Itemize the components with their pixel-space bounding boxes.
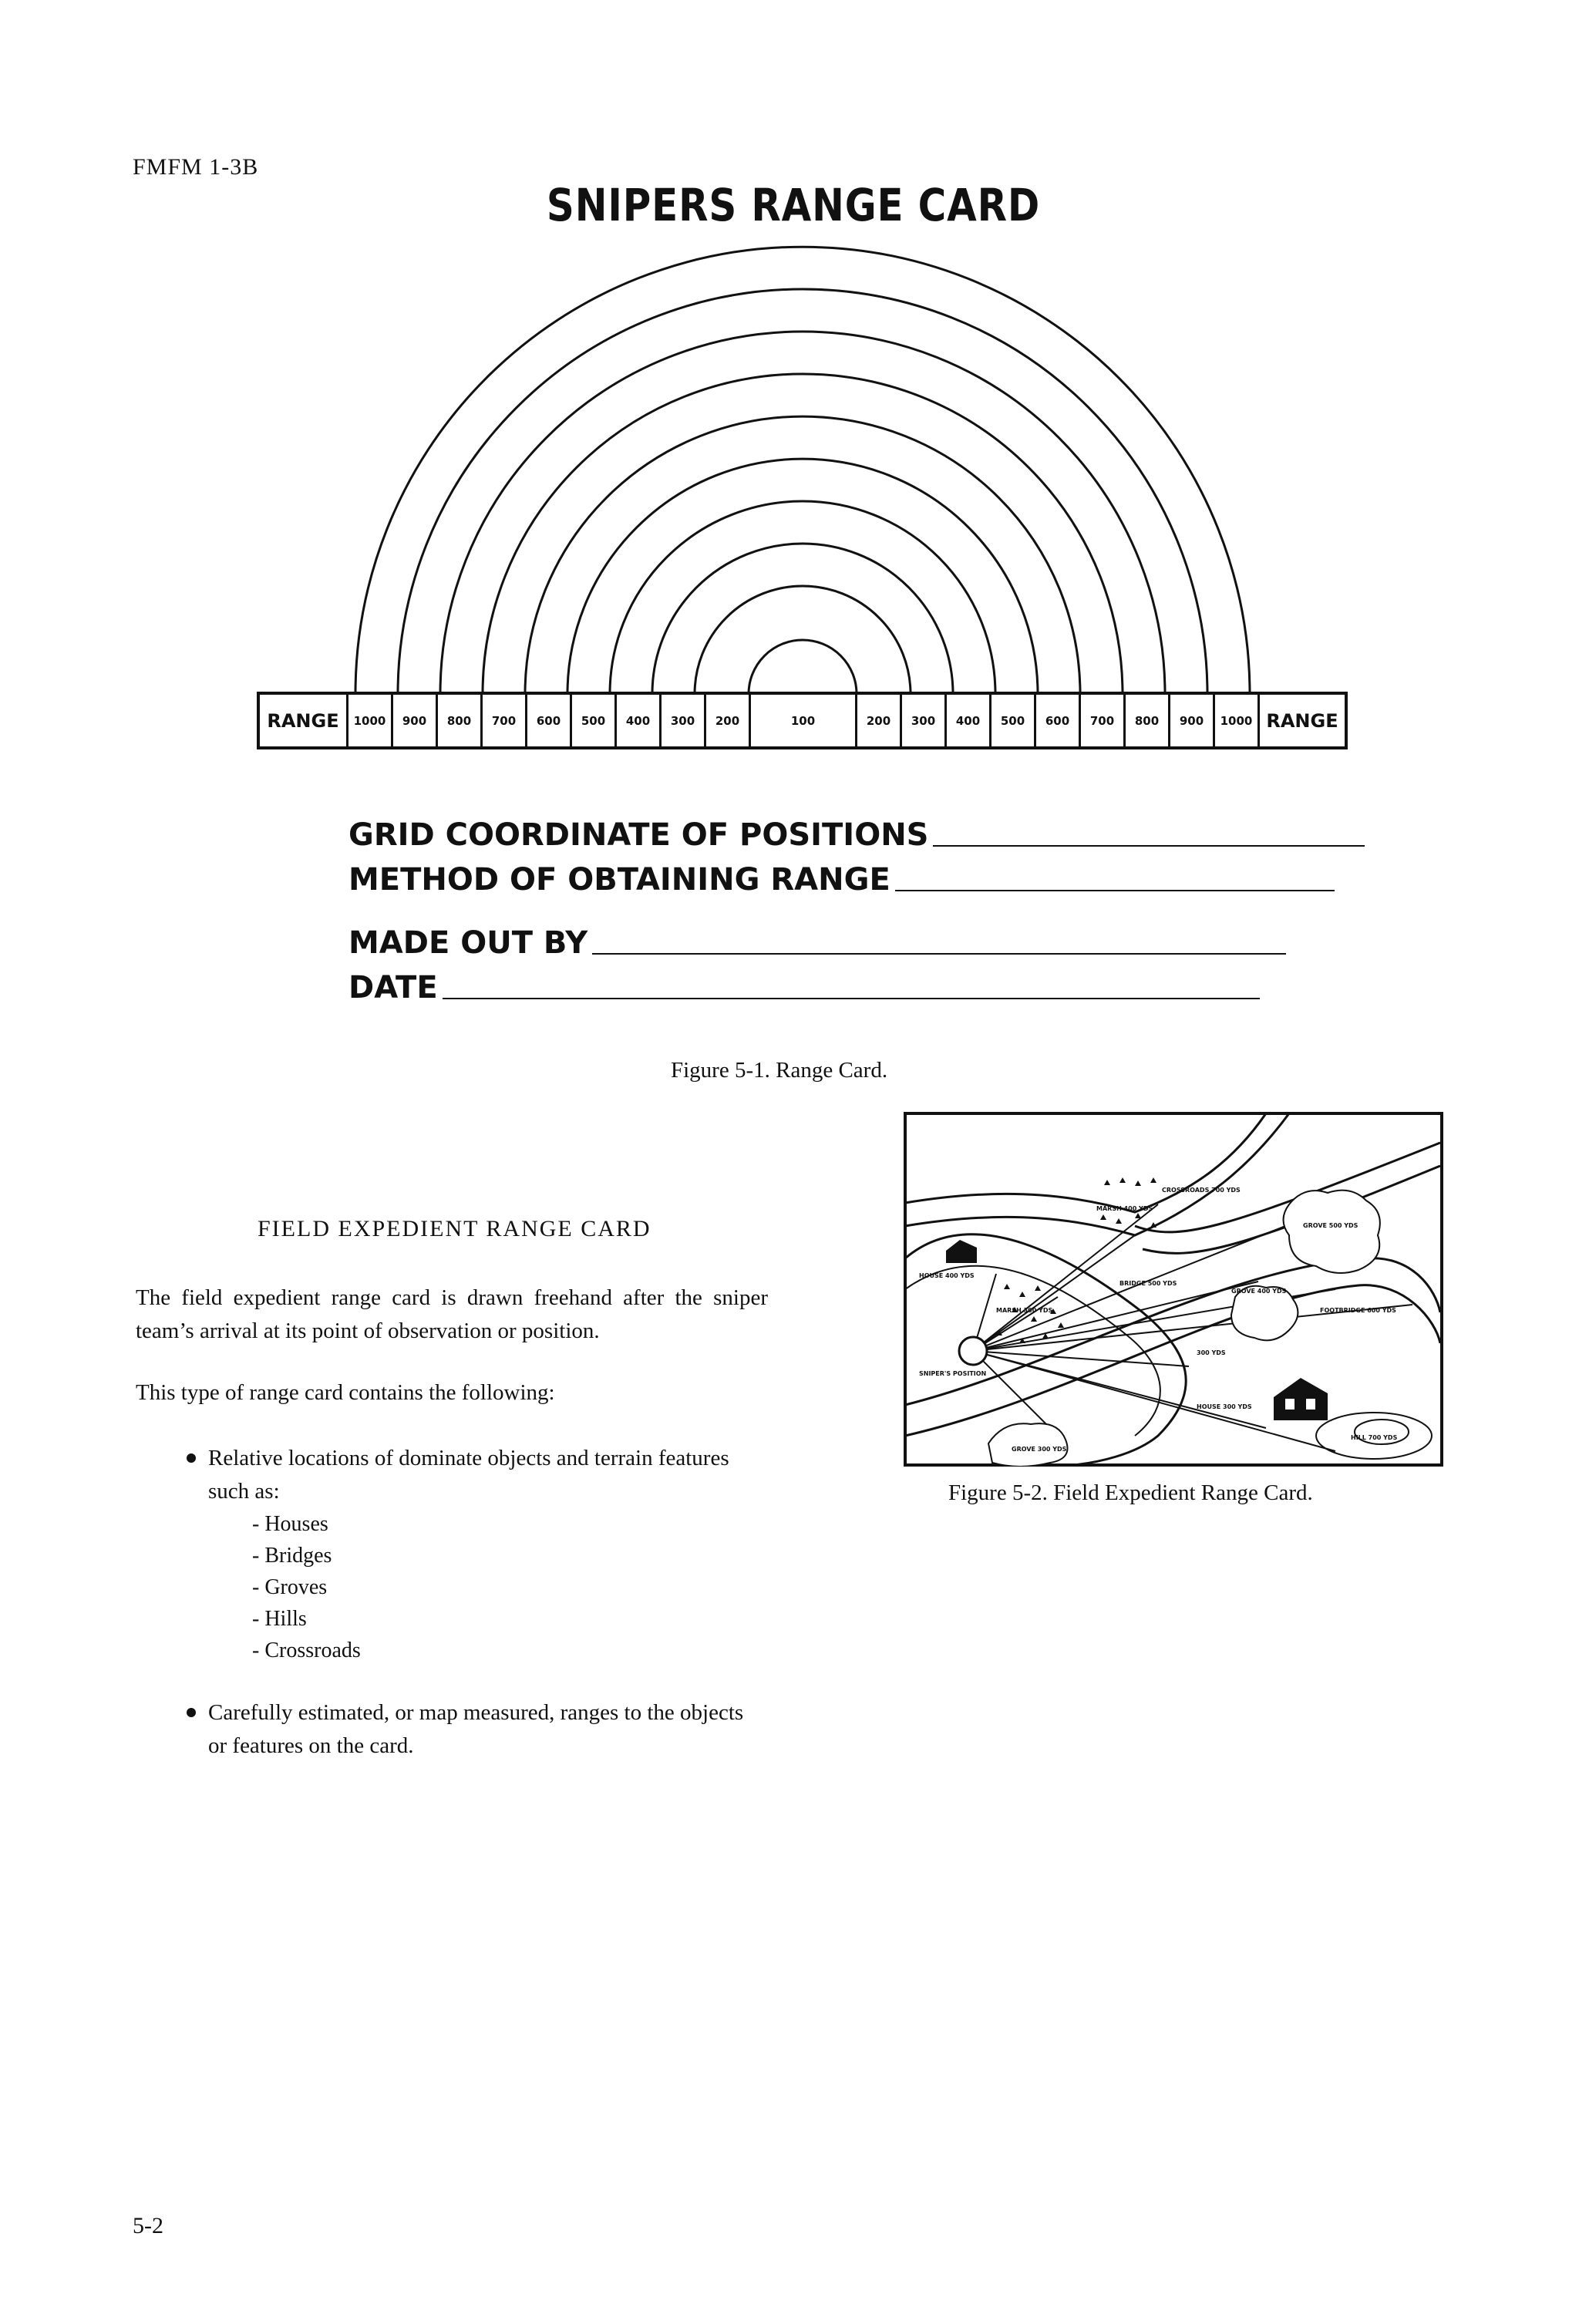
- range-cell: 1000: [348, 695, 393, 746]
- list-item: - Hills: [252, 1607, 307, 1631]
- paragraph-2: This type of range card contains the following:: [136, 1380, 555, 1405]
- range-cell: 300: [662, 695, 706, 746]
- range-cell: 700: [483, 695, 527, 746]
- label-grove-mid: GROVE 400 YDS: [1231, 1288, 1287, 1295]
- label-grove-right: GROVE 500 YDS: [1303, 1222, 1358, 1229]
- paragraph-1: The field expedient range card is drawn freehand after the sniper team’s arrival at its point of observation or position.: [136, 1285, 768, 1343]
- field-expedient-range-card-figure: [904, 1112, 1443, 1467]
- grid-coordinate-field: GRID COORDINATE OF POSITIONS: [348, 817, 1365, 853]
- range-arc: [610, 501, 995, 694]
- range-cell: 900: [393, 695, 438, 746]
- range-cell-center: 100: [751, 695, 857, 746]
- range-label-left: RANGE: [260, 695, 348, 746]
- range-arc: [483, 374, 1123, 694]
- bullet-item-2: Carefully estimated, or map measured, ranges to the objects or features on the card.: [208, 1696, 763, 1763]
- label-marsh-low: MARSH 300 YDS: [996, 1307, 1053, 1314]
- range-cell: 200: [857, 695, 902, 746]
- range-scale-table: [257, 692, 1348, 749]
- range-arc: [567, 459, 1038, 694]
- list-item: - Bridges: [252, 1544, 332, 1568]
- range-cell: 300: [902, 695, 947, 746]
- label-hill: HILL 700 YDS: [1351, 1434, 1398, 1441]
- terrain-feature-list: [252, 1508, 361, 1666]
- made-out-by-field: MADE OUT BY: [348, 925, 1286, 961]
- section-heading: FIELD EXPEDIENT RANGE CARD: [258, 1216, 651, 1241]
- list-item: - Crossroads: [252, 1639, 361, 1662]
- figure-5-1-caption: Figure 5-1. Range Card.: [671, 1058, 888, 1083]
- bullet-dot: [187, 1453, 196, 1463]
- range-cell: 800: [1126, 695, 1170, 746]
- figure-5-2-caption: Figure 5-2. Field Expedient Range Card.: [948, 1480, 1313, 1505]
- page-number: 5-2: [133, 2213, 163, 2238]
- list-item: - Houses: [252, 1512, 328, 1536]
- label-footbridge: FOOTBRIDGE 600 YDS: [1320, 1307, 1396, 1314]
- bullet-item-1: Relative locations of dominate objects and terrain features such as:: [208, 1442, 763, 1508]
- date-field: DATE: [348, 970, 1260, 1005]
- range-cell: 500: [572, 695, 617, 746]
- range-cell: 1000: [1215, 695, 1260, 746]
- bullet-dot: [187, 1708, 196, 1717]
- range-arc: [398, 289, 1207, 694]
- range-cell: 500: [992, 695, 1036, 746]
- label-marsh-top: MARSH 400 YDS: [1096, 1205, 1153, 1212]
- range-cell: 200: [706, 695, 751, 746]
- range-cell: 900: [1170, 695, 1215, 746]
- label-house-low: HOUSE 300 YDS: [1197, 1403, 1252, 1410]
- range-cell: 700: [1081, 695, 1126, 746]
- range-arcs-diagram: [0, 231, 1579, 694]
- list-item: - Groves: [252, 1575, 328, 1599]
- range-card-title: SNIPERS RANGE CARD: [546, 179, 1041, 231]
- label-house-left: HOUSE 400 YDS: [919, 1272, 975, 1279]
- document-id: FMFM 1-3B: [133, 154, 259, 180]
- label-grove-low: GROVE 300 YDS: [1012, 1446, 1067, 1453]
- range-label-right: RANGE: [1266, 709, 1338, 732]
- range-cell: 600: [527, 695, 572, 746]
- label-bridge: BRIDGE 500 YDS: [1119, 1280, 1177, 1287]
- label-sniper-position: SNIPER'S POSITION: [919, 1370, 987, 1377]
- range-cell: 600: [1036, 695, 1081, 746]
- range-cell: 400: [617, 695, 662, 746]
- range-arc: [749, 640, 857, 694]
- label-crossroads: CROSSROADS 700 YDS: [1162, 1187, 1241, 1194]
- range-cell: 800: [438, 695, 483, 746]
- label-road: 300 YDS: [1197, 1349, 1226, 1356]
- range-cell: 400: [947, 695, 992, 746]
- method-of-range-field: METHOD OF OBTAINING RANGE: [348, 862, 1335, 898]
